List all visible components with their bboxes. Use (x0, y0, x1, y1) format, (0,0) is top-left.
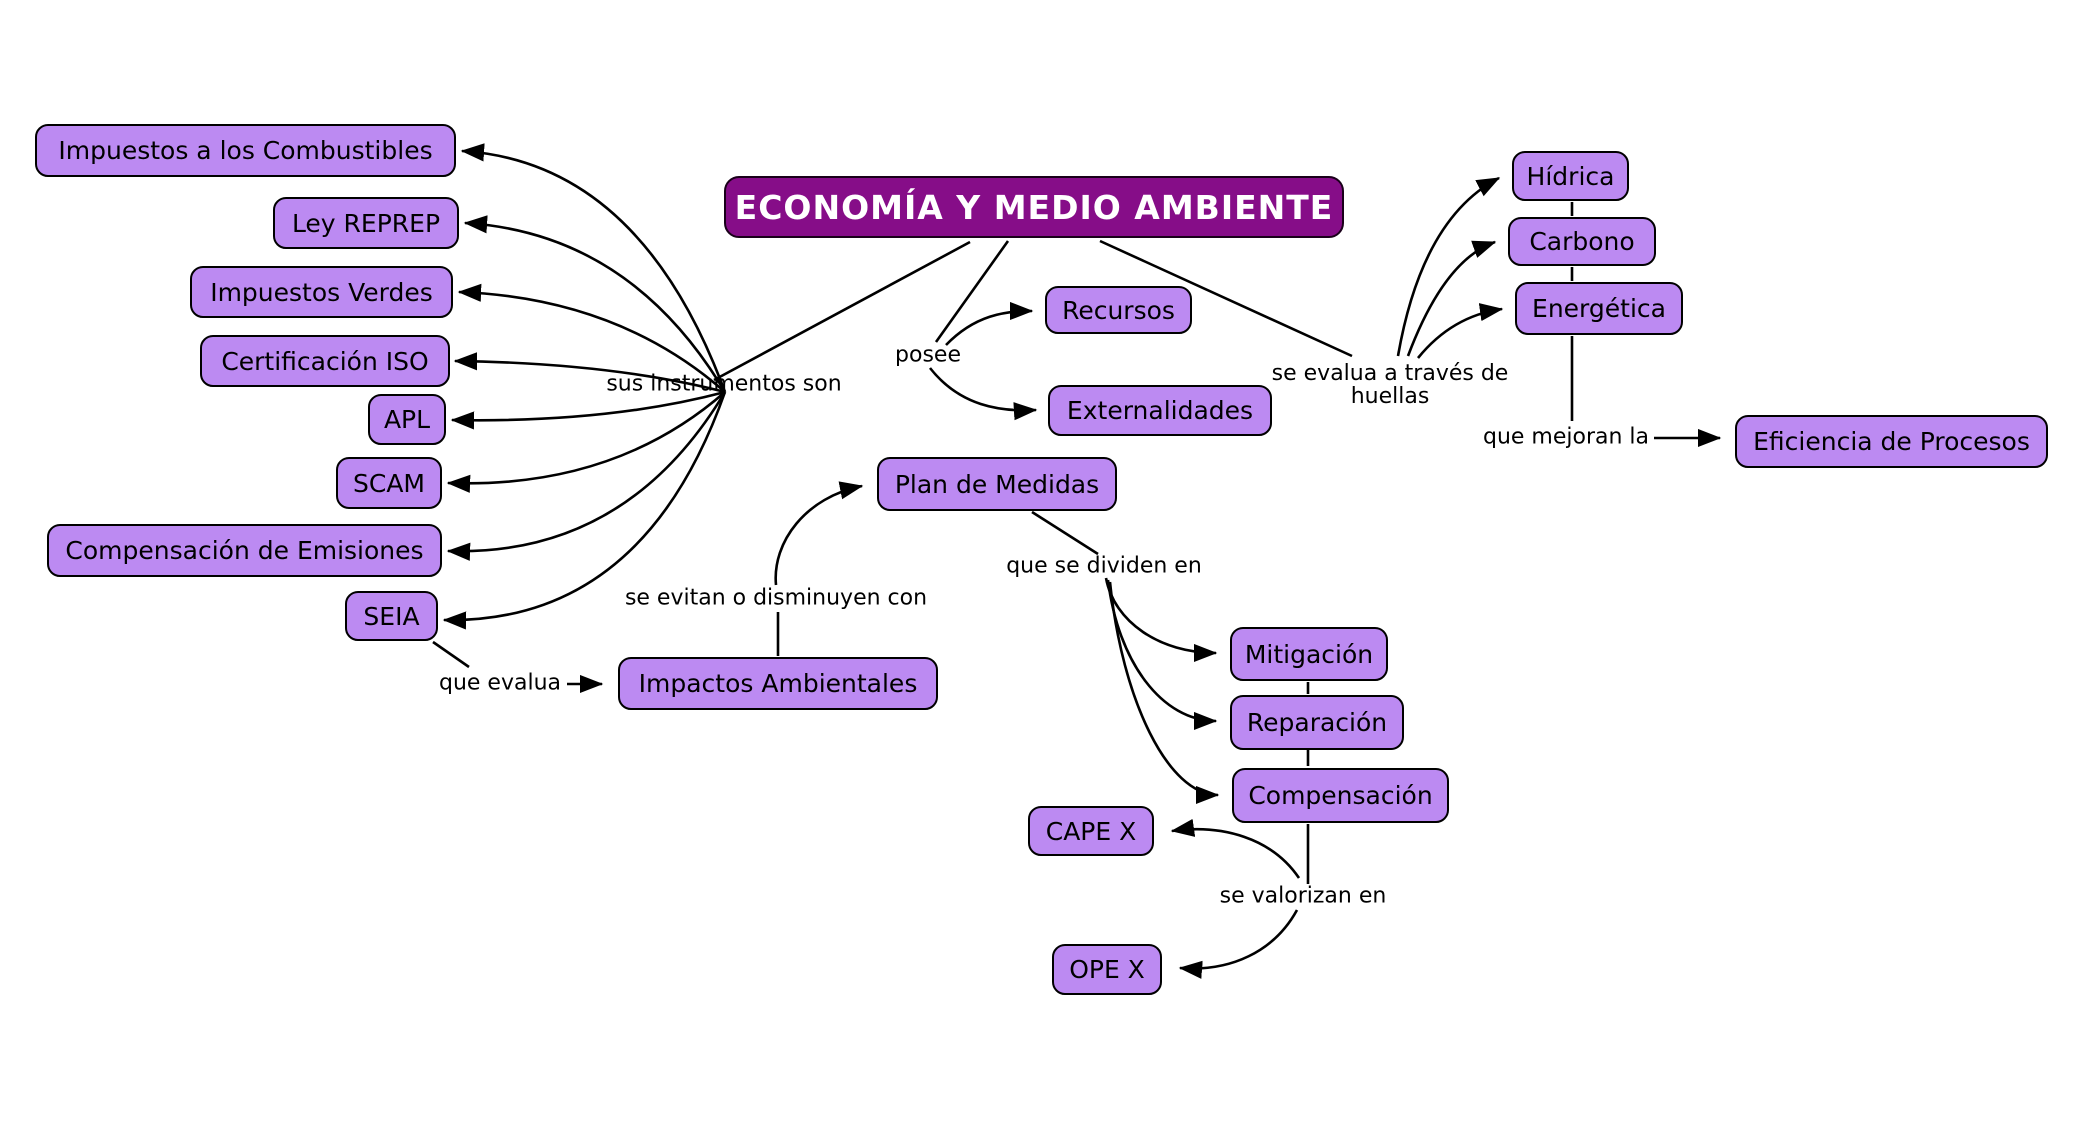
node-compensacion-emisiones[interactable]: Compensación de Emisiones (47, 524, 442, 577)
node-reparacion[interactable]: Reparación (1230, 695, 1404, 750)
node-ley-reprep[interactable]: Ley REPREP (273, 197, 459, 249)
node-hidrica[interactable]: Hídrica (1512, 151, 1629, 201)
map-title-node[interactable]: ECONOMÍA Y MEDIO AMBIENTE (724, 176, 1344, 238)
node-energetica[interactable]: Energética (1515, 282, 1683, 335)
node-apl[interactable]: APL (368, 394, 446, 445)
node-impactos-ambientales[interactable]: Impactos Ambientales (618, 657, 938, 710)
node-scam[interactable]: SCAM (336, 457, 442, 509)
node-mitigacion[interactable]: Mitigación (1230, 627, 1388, 681)
node-recursos[interactable]: Recursos (1045, 286, 1192, 334)
node-carbono[interactable]: Carbono (1508, 217, 1656, 266)
link-label-sus-instrumentos-son[interactable]: sus instrumentos son (606, 371, 842, 397)
link-label-se-evalua-huellas[interactable] (1272, 362, 1509, 408)
node-plan-medidas[interactable]: Plan de Medidas (877, 457, 1117, 511)
link-label-se-evalua-line1: se evalua a través de (1271, 360, 1509, 386)
node-cape-x[interactable]: CAPE X (1028, 806, 1154, 856)
node-ope-x[interactable]: OPE X (1052, 944, 1162, 995)
node-compensacion[interactable]: Compensación (1232, 768, 1449, 823)
node-externalidades[interactable]: Externalidades (1048, 385, 1272, 436)
node-eficiencia-procesos[interactable]: Eficiencia de Procesos (1735, 415, 2048, 468)
link-label-se-valorizan-en[interactable]: se valorizan en (1219, 883, 1387, 909)
link-label-que-se-dividen-en[interactable]: que se dividen en (1006, 553, 1202, 579)
node-impuestos-verdes[interactable]: Impuestos Verdes (190, 266, 453, 318)
link-label-que-mejoran-la[interactable]: que mejoran la (1482, 424, 1650, 450)
node-certificacion-iso[interactable]: Certificación ISO (200, 335, 450, 387)
link-label-posee[interactable]: posee (895, 342, 961, 368)
link-label-que-evalua[interactable]: que evalua (438, 670, 562, 696)
node-impuestos-combustibles[interactable]: Impuestos a los Combustibles (35, 124, 456, 177)
link-label-se-evitan-disminuyen[interactable]: se evitan o disminuyen con (624, 585, 928, 611)
node-seia[interactable]: SEIA (345, 591, 438, 641)
link-label-se-evalua-line2: huellas (1350, 384, 1430, 409)
